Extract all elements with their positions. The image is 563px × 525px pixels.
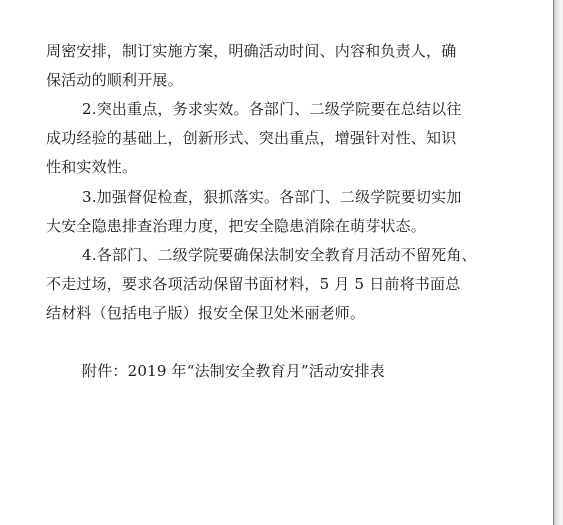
- paragraph-line: 周密安排，制订实施方案，明确活动时间、内容和负责人，确: [46, 42, 457, 60]
- paragraph-line: 结材料（包括电子版）报安全保卫处米丽老师。: [46, 304, 366, 322]
- paragraph-line: 保活动的顺利开展。: [46, 71, 183, 89]
- paragraph-line: 成功经验的基础上，创新形式、突出重点，增强针对性、知识: [46, 129, 457, 147]
- paragraph-line: 不走过场，要求各项活动保留书面材料，5 月 5 日前将书面总: [46, 275, 461, 293]
- attachment-line: 附件：2019 年“法制安全教育月”活动安排表: [82, 362, 385, 380]
- paragraph-line: 3.加强督促检查，狠抓落实。各部门、二级学院要切实加: [82, 188, 462, 206]
- paragraph-line: 大安全隐患排查治理力度，把安全隐患消除在萌芽状态。: [46, 217, 427, 235]
- page-edge-shadow: [555, 0, 563, 525]
- paragraph-line: 性和实效性。: [46, 158, 138, 176]
- paragraph-line: 2.突出重点，务求实效。各部门、二级学院要在总结以往: [82, 100, 462, 118]
- paragraph-line: 4.各部门、二级学院要确保法制安全教育月活动不留死角、: [82, 246, 477, 264]
